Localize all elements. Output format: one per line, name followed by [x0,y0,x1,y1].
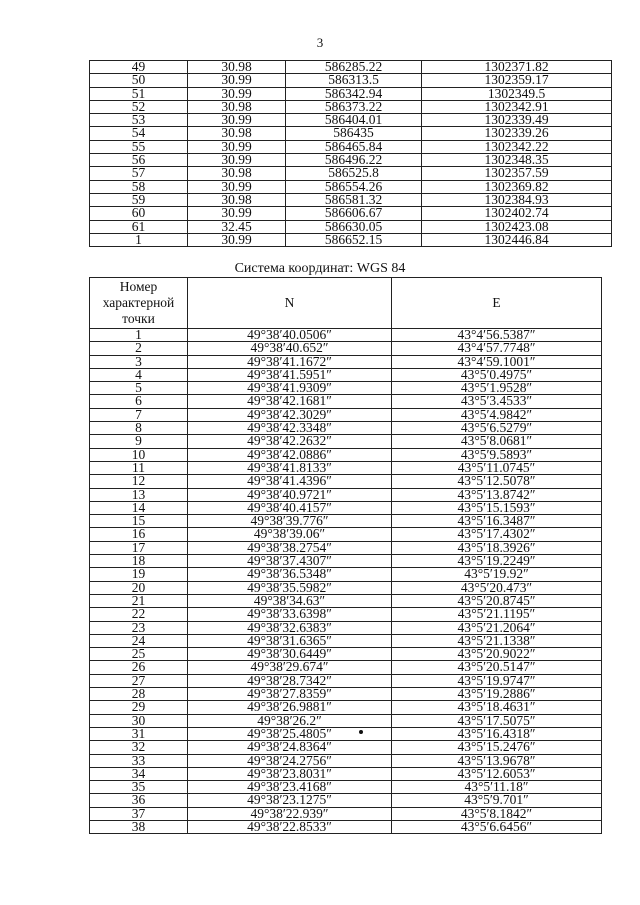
table-cell: 43°5′17.4302″ [392,528,602,541]
table-cell: 586404.01 [286,114,422,127]
table-cell: 49°38′30.6449″ [188,648,392,661]
table-cell: 49°38′33.6398″ [188,608,392,621]
table-cell: 43°5′12.6053″ [392,767,602,780]
table-cell: 9 [90,435,188,448]
table-row [90,220,612,233]
table-cell: 49°38′40.652″ [188,342,392,355]
table-row [90,794,602,807]
table-cell: 49°38′41.1672″ [188,355,392,368]
header-point-number: Номер характерной точки [90,278,188,329]
table-cell: 49°38′40.4157″ [188,501,392,514]
table-row [90,528,602,541]
table-cell: 55 [90,140,188,153]
table-cell: 586285.22 [286,61,422,74]
table-cell: 24 [90,634,188,647]
table-cell: 35 [90,781,188,794]
table-cell: 51 [90,87,188,100]
table-row [90,741,602,754]
table-cell: 43°5′21.2064″ [392,621,602,634]
table-cell: 49°38′26.2″ [188,714,392,727]
table-row [90,820,602,833]
table-cell: 28 [90,688,188,701]
table-cell: 30.98 [188,100,286,113]
header-n: N [188,278,392,329]
table-cell: 43°5′21.1195″ [392,608,602,621]
table-row [90,661,602,674]
table-cell: 27 [90,674,188,687]
table-cell: 43°5′3.4533″ [392,395,602,408]
table-cell: 43°5′21.1338″ [392,634,602,647]
table-row [90,180,612,193]
header-e: E [392,278,602,329]
table-row [90,342,602,355]
top-table-body [90,61,612,247]
table-cell: 20 [90,581,188,594]
table-cell: 4 [90,368,188,381]
table-row [90,727,602,740]
table-cell: 49°38′27.8359″ [188,688,392,701]
table-cell: 33 [90,754,188,767]
table-cell: 43°5′19.92″ [392,568,602,581]
table-row [90,475,602,488]
table-cell: 43°4′56.5387″ [392,329,602,342]
table-cell: 49°38′24.2756″ [188,754,392,767]
table-cell: 30.99 [188,154,286,167]
table-cell: 43°5′20.9022″ [392,648,602,661]
table-cell: 43°5′19.2249″ [392,555,602,568]
table-row [90,207,612,220]
table-cell: 49°38′41.5951″ [188,368,392,381]
table-cell: 49°38′42.0886″ [188,448,392,461]
table-cell: 2 [90,342,188,355]
table-cell: 586581.32 [286,193,422,206]
table-cell: 43°5′18.3926″ [392,541,602,554]
table-cell: 53 [90,114,188,127]
coordinate-table-top [89,60,612,247]
table-cell: 43°5′20.5147″ [392,661,602,674]
table-cell: 43°5′4.9842″ [392,408,602,421]
table-cell: 5 [90,382,188,395]
table-cell: 25 [90,648,188,661]
table-cell: 43°5′11.0745″ [392,461,602,474]
table-cell: 43°5′15.1593″ [392,501,602,514]
table-cell: 43°5′1.9528″ [392,382,602,395]
table-cell: 30.99 [188,87,286,100]
table-row [90,61,612,74]
table-cell: 30.98 [188,61,286,74]
table-header-row [90,278,602,329]
table-cell: 1302423.08 [422,220,612,233]
table-row [90,233,612,246]
table-cell: 1302359.17 [422,74,612,87]
table-cell: 49°38′23.8031″ [188,767,392,780]
table-cell: 43°5′8.0681″ [392,435,602,448]
table-cell: 43°5′6.5279″ [392,422,602,435]
table-cell: 54 [90,127,188,140]
table-cell: 16 [90,528,188,541]
table-cell: 49°38′42.1681″ [188,395,392,408]
table-cell: 43°4′59.1001″ [392,355,602,368]
coordinate-system-caption: Система координат: WGS 84 [234,261,406,276]
table-cell: 18 [90,555,188,568]
table-cell: 15 [90,515,188,528]
table-cell: 49°38′37.4307″ [188,555,392,568]
table-cell: 43°5′15.2476″ [392,741,602,754]
table-cell: 49°38′22.8533″ [188,820,392,833]
table-cell: 43°5′6.6456″ [392,820,602,833]
table-cell: 1302371.82 [422,61,612,74]
table-row [90,688,602,701]
table-cell: 43°5′16.4318″ [392,727,602,740]
table-cell: 586435 [286,127,422,140]
table-cell: 43°5′0.4975″ [392,368,602,381]
table-cell: 49°38′39.776″ [188,515,392,528]
table-cell: 1302402.74 [422,207,612,220]
table-row [90,435,602,448]
table-row [90,807,602,820]
table-cell: 43°5′12.5078″ [392,475,602,488]
table-cell: 30.99 [188,233,286,246]
table-row [90,461,602,474]
table-cell: 1302339.49 [422,114,612,127]
table-cell: 43°5′9.701″ [392,794,602,807]
table-row [90,114,612,127]
table-row [90,74,612,87]
table-row [90,87,612,100]
table-cell: 1302384.93 [422,193,612,206]
table-cell: 1302349.5 [422,87,612,100]
table-cell: 49°38′32.6383″ [188,621,392,634]
table-cell: 1302342.91 [422,100,612,113]
table-row [90,395,602,408]
table-cell: 60 [90,207,188,220]
table-cell: 49°38′23.1275″ [188,794,392,807]
table-cell: 1302369.82 [422,180,612,193]
table-cell: 1302342.22 [422,140,612,153]
table-cell: 57 [90,167,188,180]
table-cell: 29 [90,701,188,714]
table-cell: 586465.84 [286,140,422,153]
table-cell: 17 [90,541,188,554]
table-cell: 49°38′41.9309″ [188,382,392,395]
table-cell: 49°38′25.4805″ [188,727,392,740]
table-row [90,515,602,528]
table-row [90,767,602,780]
table-row [90,568,602,581]
table-cell: 43°5′19.2886″ [392,688,602,701]
table-cell: 49°38′36.5348″ [188,568,392,581]
table-row [90,154,612,167]
table-row [90,127,612,140]
table-cell: 50 [90,74,188,87]
table-cell: 7 [90,408,188,421]
table-cell: 43°5′9.5893″ [392,448,602,461]
table-row [90,714,602,727]
table-cell: 49°38′34.63″ [188,594,392,607]
table-cell: 12 [90,475,188,488]
table-cell: 37 [90,807,188,820]
table-cell: 21 [90,594,188,607]
table-row [90,581,602,594]
table-cell: 31 [90,727,188,740]
table-cell: 49°38′26.9881″ [188,701,392,714]
table-row [90,100,612,113]
table-cell: 43°5′20.8745″ [392,594,602,607]
table-cell: 30.99 [188,74,286,87]
table-cell: 1302339.26 [422,127,612,140]
table-row [90,648,602,661]
table-cell: 6 [90,395,188,408]
table-cell: 49°38′40.0506″ [188,329,392,342]
table-cell: 38 [90,820,188,833]
table-cell: 43°4′57.7748″ [392,342,602,355]
table-cell: 49°38′24.8364″ [188,741,392,754]
table-row [90,754,602,767]
table-cell: 32 [90,741,188,754]
table-row [90,448,602,461]
table-row [90,674,602,687]
table-cell: 11 [90,461,188,474]
table-row [90,329,602,342]
table-cell: 30 [90,714,188,727]
table-cell: 59 [90,193,188,206]
table-cell: 586525.8 [286,167,422,180]
table-cell: 10 [90,448,188,461]
table-row [90,408,602,421]
table-cell: 49°38′28.7342″ [188,674,392,687]
table-cell: 586606.67 [286,207,422,220]
table-cell: 586554.26 [286,180,422,193]
table-cell: 30.99 [188,114,286,127]
table-row [90,541,602,554]
table-cell: 49°38′41.8133″ [188,461,392,474]
table-cell: 43°5′13.8742″ [392,488,602,501]
table-cell: 49°38′35.5982″ [188,581,392,594]
table-cell: 30.99 [188,180,286,193]
table-cell: 58 [90,180,188,193]
table-row [90,167,612,180]
table-cell: 30.98 [188,127,286,140]
table-row [90,608,602,621]
table-cell: 49°38′40.9721″ [188,488,392,501]
table-cell: 3 [90,355,188,368]
table-cell: 43°5′16.3487″ [392,515,602,528]
table-cell: 30.98 [188,193,286,206]
table-cell: 43°5′11.18″ [392,781,602,794]
table-cell: 43°5′19.9747″ [392,674,602,687]
table-cell: 49°38′31.6365″ [188,634,392,647]
table-cell: 22 [90,608,188,621]
stray-mark [359,730,363,734]
table-cell: 1302446.84 [422,233,612,246]
table-cell: 43°5′13.9678″ [392,754,602,767]
table-cell: 34 [90,767,188,780]
table-cell: 13 [90,488,188,501]
table-row [90,382,602,395]
table-cell: 49°38′23.4168″ [188,781,392,794]
table-row [90,355,602,368]
table-cell: 43°5′17.5075″ [392,714,602,727]
wgs-table-body [90,329,602,834]
table-row [90,594,602,607]
table-cell: 1 [90,329,188,342]
table-cell: 49°38′29.674″ [188,661,392,674]
table-cell: 52 [90,100,188,113]
table-cell: 26 [90,661,188,674]
wgs84-coordinate-table [89,277,602,834]
table-cell: 49°38′38.2754″ [188,541,392,554]
table-cell: 586342.94 [286,87,422,100]
table-row [90,555,602,568]
table-cell: 32.45 [188,220,286,233]
table-cell: 36 [90,794,188,807]
table-cell: 1302357.59 [422,167,612,180]
table-cell: 30.99 [188,140,286,153]
table-row [90,193,612,206]
table-row [90,501,602,514]
table-cell: 23 [90,621,188,634]
table-cell: 586313.5 [286,74,422,87]
table-cell: 586652.15 [286,233,422,246]
page-number: 3 [316,35,324,50]
table-cell: 8 [90,422,188,435]
table-row [90,488,602,501]
table-cell: 586373.22 [286,100,422,113]
table-cell: 1 [90,233,188,246]
table-cell: 49°38′39.06″ [188,528,392,541]
table-cell: 43°5′18.4631″ [392,701,602,714]
table-cell: 19 [90,568,188,581]
table-cell: 56 [90,154,188,167]
table-cell: 30.99 [188,207,286,220]
table-cell: 1302348.35 [422,154,612,167]
table-cell: 49°38′42.2632″ [188,435,392,448]
table-cell: 43°5′8.1842″ [392,807,602,820]
table-row [90,422,602,435]
table-cell: 586630.05 [286,220,422,233]
table-cell: 30.98 [188,167,286,180]
table-row [90,781,602,794]
table-row [90,368,602,381]
table-cell: 14 [90,501,188,514]
table-cell: 61 [90,220,188,233]
table-cell: 49°38′22.939″ [188,807,392,820]
table-row [90,140,612,153]
table-row [90,621,602,634]
table-row [90,701,602,714]
table-cell: 49°38′41.4396″ [188,475,392,488]
table-cell: 586496.22 [286,154,422,167]
table-cell: 49°38′42.3348″ [188,422,392,435]
table-row [90,634,602,647]
table-cell: 49°38′42.3029″ [188,408,392,421]
table-cell: 43°5′20.473″ [392,581,602,594]
table-cell: 49 [90,61,188,74]
